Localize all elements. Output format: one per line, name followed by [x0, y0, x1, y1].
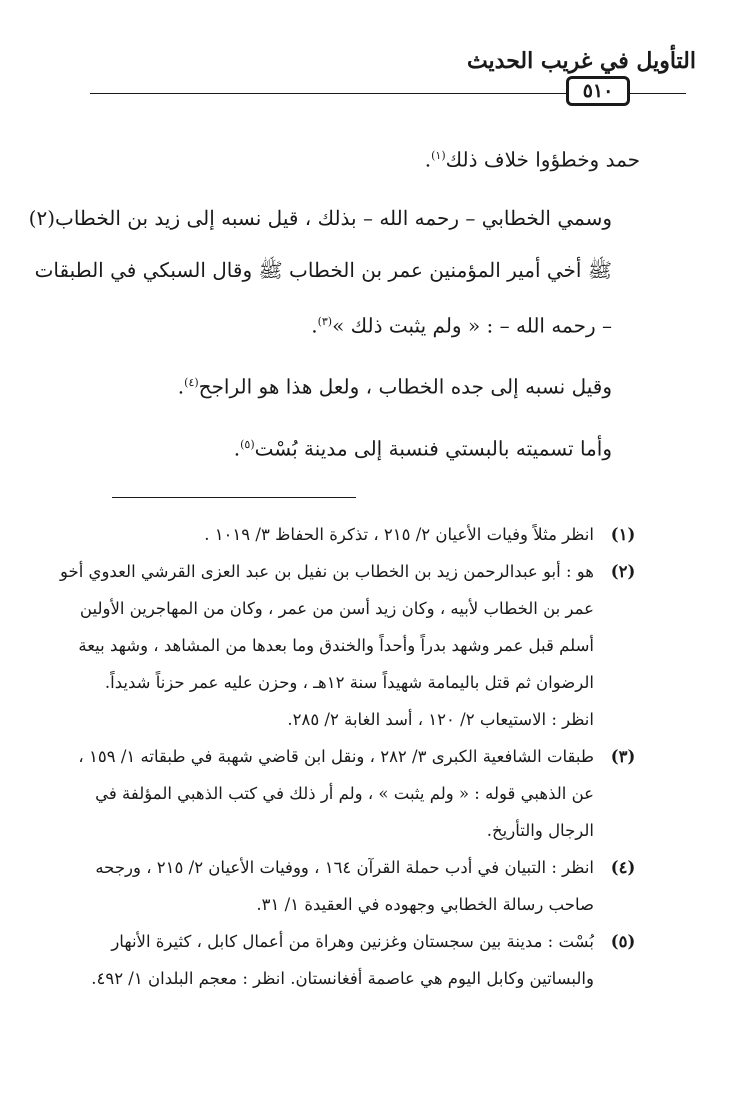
footnote-line: انظر : التبيان في أدب حملة القرآن ١٦٤ ، ووفيات الأعيان ٢/ ٢١٥ ، ورجحه	[95, 858, 594, 877]
footnote-line: والبساتين وكابل اليوم هي عاصمة أفغانستان. انظر : معجم البلدان ١/ ٤٩٢.	[91, 969, 594, 988]
paragraph-2	[28, 192, 640, 352]
paragraph-line: وسمي الخطابي – رحمه الله – بذلك ، قيل نسبه إلى زيد بن الخطاب(٢)	[28, 205, 612, 230]
paragraph-line: حمد وخطؤوا خلاف ذلك$^{(١)}$.	[424, 147, 640, 172]
footnote-3	[78, 738, 646, 849]
footnote-line: انظر : الاستيعاب ٢/ ١٢٠ ، أسد الغابة ٢/ ٢٨٥.	[287, 710, 594, 729]
running-header-title: التأويل في غريب الحديث	[466, 48, 696, 74]
paragraph-4	[108, 419, 640, 475]
footnote-ref-5[interactable]: (٥)	[240, 437, 255, 451]
footnote-line: طبقات الشافعية الكبرى ٣/ ٢٨٢ ، ونقل ابن قاضي شهبة في طبقاته ١/ ١٥٩ ،	[78, 747, 594, 766]
footnote-line: انظر مثلاً وفيات الأعيان ٢/ ٢١٥ ، تذكرة الحفاظ ٣/ ١٠١٩ .	[204, 525, 594, 544]
footnote-ref-1[interactable]: (١)	[431, 149, 446, 162]
paragraph-3	[108, 357, 640, 413]
footnote-4	[95, 849, 646, 923]
paragraph-line: وقيل نسبه إلى جده الخطاب ، ولعل هذا هو الراجح$^{(٤)}$.	[177, 374, 612, 399]
footnote-line: أسلم قبل عمر وشهد بدراً وأحداً والخندق وما بعدها من المشاهد ، وشهد بيعة	[78, 636, 594, 655]
footnote-number: (٢)	[610, 562, 636, 581]
footnote-number: (٥)	[610, 932, 636, 951]
footnote-line: الرضوان ثم قتل باليمامة شهيداً سنة ١٢هـ ، وحزن عليه عمر حزناً شديداً.	[104, 673, 594, 692]
paragraph-line: – رحمه الله – : « ولم يثبت ذلك »$^{(٣)}$.	[311, 313, 612, 338]
footnote-line: هو : أبو عبدالرحمن زيد بن الخطاب بن نفيل بن عبد العزى القرشي العدوي أخو	[59, 562, 594, 581]
footnote-number: (١)	[610, 525, 636, 544]
footnote-5	[91, 923, 646, 997]
page-number: ٥١٠	[566, 76, 630, 106]
footnote-line: الرجال والتأريخ.	[486, 821, 594, 840]
paragraph-1	[108, 130, 640, 186]
footnotes	[59, 516, 646, 997]
footnote-ref-3[interactable]: (٣)	[317, 314, 333, 328]
footnote-line: عن الذهبي قوله : « ولم يثبت » ، ولم أر ذلك في كتب الذهبي المؤلفة في	[95, 784, 594, 803]
footnote-number: (٣)	[610, 747, 636, 766]
paragraph-line: ﷺ أخي أمير المؤمنين عمر بن الخطاب ﷺ وقال السبكي في الطبقات	[34, 257, 612, 282]
main-text	[28, 130, 640, 481]
footnote-number: (٤)	[610, 858, 636, 877]
footnote-line: صاحب رسالة الخطابي وجهوده في العقيدة ١/ ٣١.	[256, 895, 594, 914]
footnote-line: بُسْت : مدينة بين سجستان وغزنين وهراة من أعمال كابل ، كثيرة الأنهار	[111, 932, 594, 951]
footnote-ref-4[interactable]: (٤)	[184, 376, 199, 390]
paragraph-line: وأما تسميته بالبستي فنسبة إلى مدينة بُسْت$^{(٥)}$.	[233, 436, 612, 461]
footnote-2	[59, 553, 646, 738]
footnote-line: عمر بن الخطاب لأبيه ، وكان زيد أسن من عمر ، وكان من المهاجرين الأولين	[79, 599, 594, 618]
footnote-1	[108, 516, 646, 553]
footnote-separator	[112, 497, 356, 498]
